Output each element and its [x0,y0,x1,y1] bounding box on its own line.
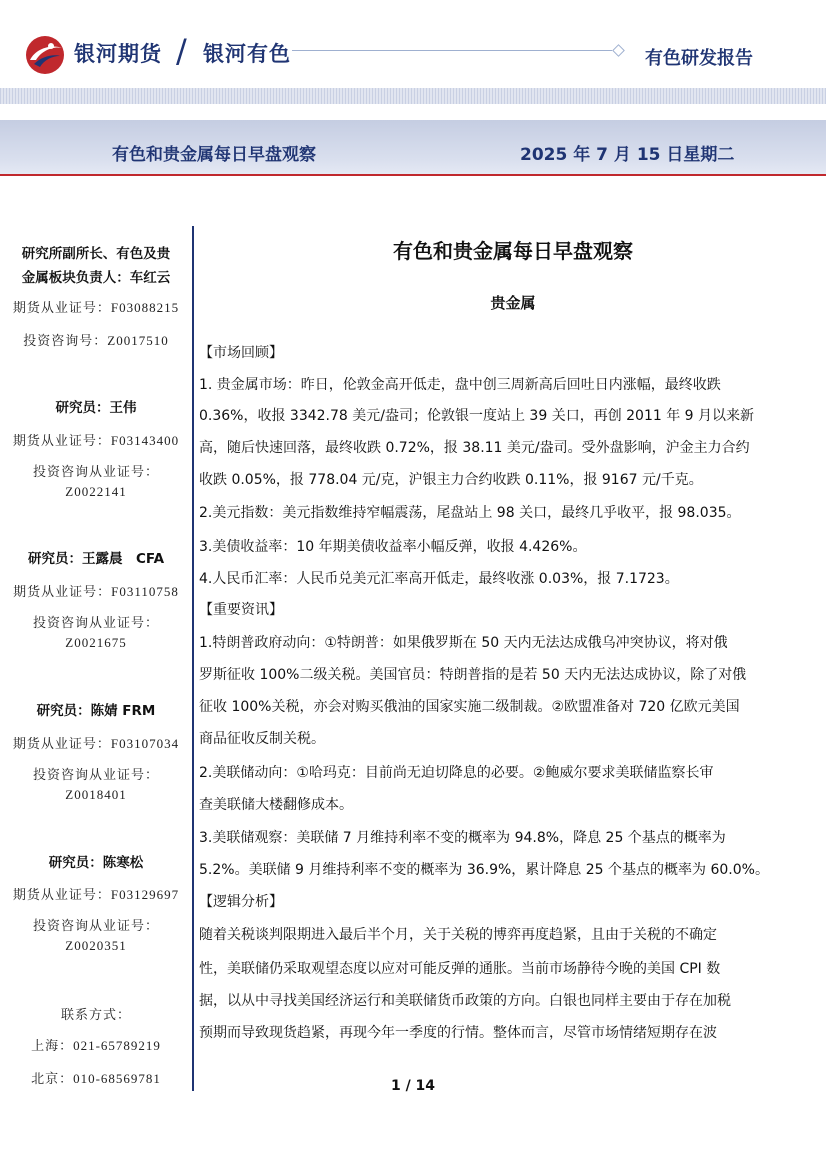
sidebar-line: Z0021675 [65,635,127,650]
sidebar-line: 金属板块负责人：车红云 [21,270,171,286]
sidebar-line: 期货从业证号：F03143400 [12,433,180,448]
sidebar-line: Z0020351 [65,938,127,953]
sidebar-line: 期货从业证号：F03129697 [12,887,180,902]
sidebar-line: 上海：021-65789219 [31,1038,161,1053]
body-line: 高，随后快速回落，最终收跌 0.72%，报 38.11 美元/盎司。受外盘影响，沪金主力合约 [199,440,750,456]
body-line: 4.人民币汇率：人民币兑美元汇率高开低走，最终收涨 0.03%，报 7.1723。 [199,571,679,587]
body-line: 3.美联储观察：美联储 7 月维持利率不变的概率为 94.8%，降息 25 个基点的概率为 [199,830,726,846]
body-line: 罗斯征收 100%二级关税。美国官员：特朗普指的是若 50 天内无法达成协议，除了对俄 [199,667,747,683]
band-date: 2025 年 7 月 15 日星期二 [520,145,735,165]
body-line: 【逻辑分析】 [199,894,283,910]
sidebar-line: 研究员：陈婧 FRM [36,703,156,719]
sidebar-line: 投资咨询从业证号： [32,464,159,479]
body-line: 2.美联储动向：①哈玛克：目前尚无迫切降息的必要。②鲍威尔要求美联储监察长审 [199,765,714,781]
body-line: 3.美债收益率：10 年期美债收益率小幅反弹，收报 4.426%。 [199,539,587,555]
body-line: 收跌 0.05%，报 778.04 元/克，沪银主力合约收跌 0.11%，报 9167 元/千克。 [199,472,703,488]
brand-primary: 银河期货 [74,42,162,66]
sidebar-line: 期货从业证号：F03088215 [12,300,180,315]
body-line: 征收 100%关税，亦会对购买俄油的国家实施二级制裁。②欧盟准备对 720 亿欧元美国 [199,699,740,715]
body-line: 5.2%。美联储 9 月维持利率不变的概率为 36.9%，累计降息 25 个基点的概率为 60.0%。 [199,862,769,878]
page-title: 有色和贵金属每日早盘观察 [393,239,633,263]
body-line: 【重要资讯】 [199,602,283,618]
diamond-icon [612,44,625,57]
body-line: 2.美元指数：美元指数维持窄幅震荡，尾盘站上 98 关口，最终几乎收平，报 98.035。 [199,505,741,521]
body-line: 预期而导致现货趋紧，再现今年一季度的行情。整体而言，尽管市场情绪短期存在波 [199,1025,717,1041]
sidebar-line: 期货从业证号：F03110758 [13,584,179,599]
yinhe-logo-icon [24,34,66,76]
brand-secondary: 银河有色 [203,42,291,66]
body-line: 据，以从中寻找美国经济运行和美联储货币政策的方向。白银也同样主要由于存在加税 [199,993,731,1009]
body-line: 0.36%，收报 3342.78 美元/盎司；伦敦银一度站上 39 关口，再创 2011 年 9 月以来新 [199,408,755,424]
body-line: 查美联储大楼翻修成本。 [199,797,353,813]
body-line: 【市场回顾】 [199,345,283,361]
sidebar-line: 投资咨询从业证号： [32,615,159,630]
sidebar-line: 投资咨询从业证号： [32,767,159,782]
header-rule [292,50,612,51]
report-header [0,0,826,100]
sidebar-line: 研究员：陈寒松 [48,855,144,871]
page-number: 1 / 14 [390,1078,436,1094]
report-type: 有色研发报告 [645,48,753,69]
body-line: 性，美联储仍采取观望态度以应对可能反弹的通胀。当前市场静待今晚的美国 CPI 数 [199,961,721,977]
band-title: 有色和贵金属每日早盘观察 [112,145,316,165]
sidebar-line: 投资咨询号：Z0017510 [23,333,169,348]
sidebar-line: 联系方式： [60,1007,131,1022]
body-line: 随着关税谈判限期进入最后半个月，关于关税的博弈再度趋紧，且由于关税的不确定 [199,927,717,943]
band-red-rule [0,174,826,176]
sidebar-line: 期货从业证号：F03107034 [12,736,180,751]
sidebar-line: 研究所副所长、有色及贵 [21,246,171,262]
body-line: 1. 贵金属市场：昨日，伦敦金高开低走，盘中创三周新高后回吐日内涨幅，最终收跌 [199,377,721,393]
sidebar-line: Z0022141 [65,484,127,499]
brand-divider: / [176,32,187,70]
section-title: 贵金属 [490,294,536,312]
sidebar-line: 研究员：王露晨 CFA [27,551,165,567]
header-stripe [0,88,826,104]
body-line: 1.特朗普政府动向：①特朗普：如果俄罗斯在 50 天内无法达成俄乌冲突协议，将对俄 [199,635,728,651]
body-line: 商品征收反制关税。 [199,731,325,747]
sidebar-divider [192,226,194,1091]
sidebar-line: 北京：010-68569781 [31,1071,161,1086]
sidebar-line: 研究员：王伟 [55,400,137,416]
sidebar-line: 投资咨询从业证号： [32,918,159,933]
sidebar-line: Z0018401 [65,787,127,802]
